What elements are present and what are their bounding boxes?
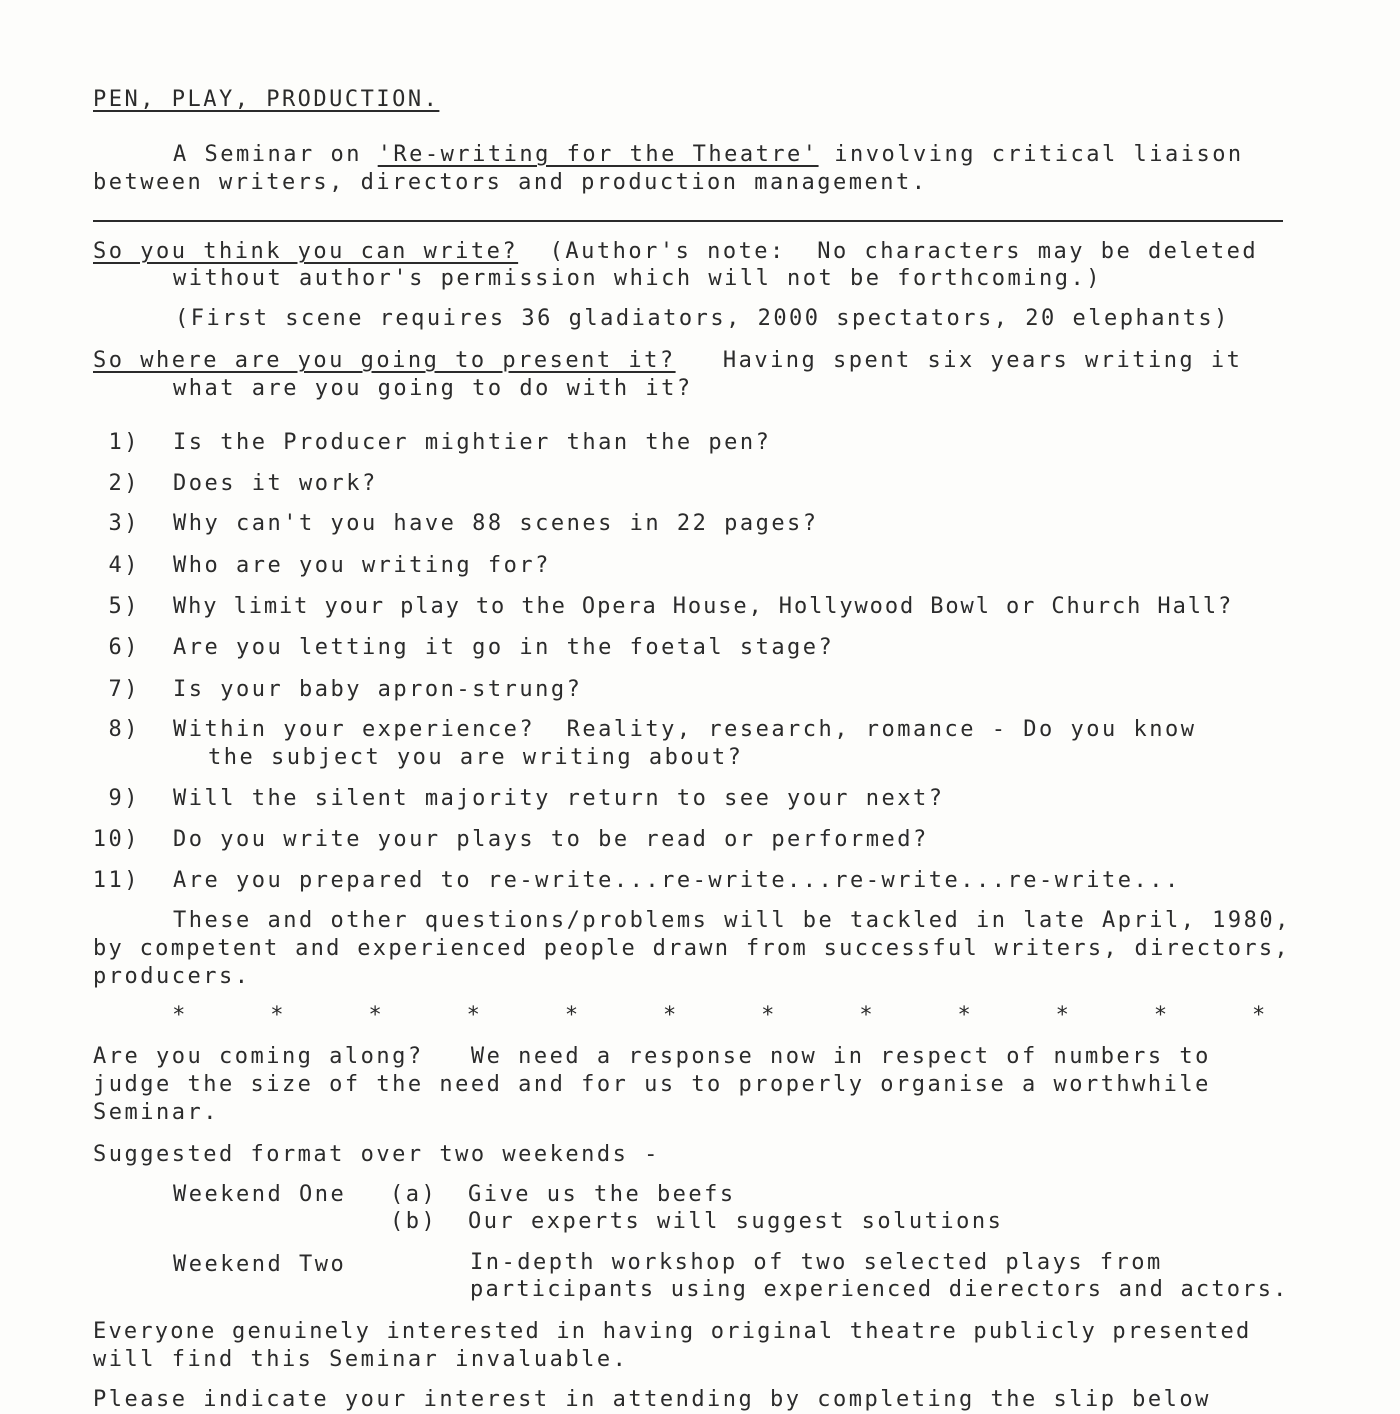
format-intro: Suggested format over two weekends - xyxy=(93,1142,660,1167)
question-text: Will the silent majority return to see your next? xyxy=(173,786,945,811)
question-number: 9) xyxy=(108,786,140,811)
weekend-two-label: Weekend Two xyxy=(173,1252,347,1277)
question-number: 10) xyxy=(92,827,140,852)
question-number: 7) xyxy=(108,677,140,702)
question-number: 4) xyxy=(108,553,140,578)
weekend-one-b-letter: (b) xyxy=(390,1209,438,1234)
tackled-line-3: producers. xyxy=(93,964,251,989)
question-number: 1) xyxy=(108,430,140,455)
question-text: Who are you writing for? xyxy=(173,553,551,578)
present-text-2: what are you going to do with it? xyxy=(173,376,693,401)
coming-line-2: judge the size of the need and for us to properly organise a worthwhile xyxy=(93,1072,1211,1097)
weekend-one-a-letter: (a) xyxy=(390,1182,438,1207)
coming-line-1: Are you coming along? We need a response now in respect of numbers to xyxy=(93,1044,1211,1069)
star-glyph: * xyxy=(564,1003,581,1028)
question-text: Within your experience? Reality, research, romance - Do you know xyxy=(173,717,1197,742)
intro-line-1 xyxy=(173,141,1244,169)
star-glyph: * xyxy=(172,1003,188,1028)
coming-line-3: Seminar. xyxy=(93,1100,219,1125)
question-number: 5) xyxy=(108,594,140,619)
first-scene-note: (First scene requires 36 gladiators, 2000 spectators, 20 elephants) xyxy=(175,306,1230,331)
write-heading-line xyxy=(93,238,1258,266)
star-glyph: * xyxy=(1055,1003,1072,1028)
question-text: Do you write your plays to be read or performed? xyxy=(173,827,929,852)
question-number: 6) xyxy=(108,635,140,660)
question-text: Does it work? xyxy=(173,471,378,496)
question-text: Is the Producer mightier than the pen? xyxy=(173,430,772,455)
intro-prefix: A Seminar on xyxy=(173,142,378,167)
weekend-one-label: Weekend One xyxy=(173,1182,347,1207)
weekend-two-line-1: In-depth workshop of two selected plays from xyxy=(470,1250,1163,1275)
question-number: 2) xyxy=(108,471,140,496)
star-glyph: * xyxy=(368,1003,385,1028)
star-glyph: * xyxy=(1153,1003,1170,1028)
author-note-line-2: without author's permission which will not be forthcoming.) xyxy=(173,266,1102,291)
intro-suffix: involving critical liaison xyxy=(818,142,1244,167)
horizontal-rule xyxy=(93,220,1283,222)
weekend-one-a-text: Give us the beefs xyxy=(468,1182,736,1207)
star-glyph: * xyxy=(761,1003,777,1028)
intro-line-2: between writers, directors and production management. xyxy=(93,170,928,195)
present-text-1: Having spent six years writing it xyxy=(722,348,1243,373)
tackled-line-1: These and other questions/problems will be tackled in late April, 1980, xyxy=(173,908,1291,933)
question-text: Why can't you have 88 scenes in 22 pages? xyxy=(173,511,819,536)
question-number: 3) xyxy=(108,511,140,536)
question-text: Why limit your play to the Opera House, Hollywood Bowl or Church Hall? xyxy=(173,594,1234,619)
document-title: PEN, PLAY, PRODUCTION. xyxy=(93,87,440,112)
question-number: 11) xyxy=(92,868,140,893)
star-glyph: * xyxy=(662,1003,679,1028)
star-glyph: * xyxy=(270,1003,287,1028)
present-heading-line xyxy=(93,347,1242,375)
question-text: Are you letting it go in the foetal stage? xyxy=(173,635,835,660)
closing-line-1: Everyone genuinely interested in having original theatre publicly presented xyxy=(93,1319,1252,1344)
question-text: Is your baby apron-strung? xyxy=(173,677,583,702)
star-glyph: * xyxy=(957,1003,974,1028)
weekend-two-line-2: participants using experienced dierectors and actors. xyxy=(470,1277,1289,1302)
tackled-line-2: by competent and experienced people drawn from successful writers, directors, xyxy=(93,936,1290,961)
star-divider xyxy=(170,1003,1270,1028)
closing-line-3: Please indicate your interest in attending by completing the slip below xyxy=(93,1387,1211,1412)
question-text-continued: the subject you are writing about? xyxy=(208,745,744,770)
question-number: 8) xyxy=(108,717,140,742)
seminar-title-quote: 'Re-writing for the Theatre' xyxy=(377,142,819,167)
closing-line-2: will find this Seminar invaluable. xyxy=(93,1347,629,1372)
weekend-one-b-text: Our experts will suggest solutions xyxy=(468,1209,1004,1234)
author-note-line-1: (Author's note: No characters may be deleted xyxy=(549,239,1259,264)
question-text: Are you prepared to re-write...re-write...re-write...re-write... xyxy=(173,868,1181,893)
write-heading: So you think you can write? xyxy=(93,239,519,264)
star-glyph: * xyxy=(466,1003,483,1028)
present-heading: So where are you going to present it? xyxy=(93,348,676,373)
star-glyph: * xyxy=(859,1003,876,1028)
star-glyph: * xyxy=(1252,1003,1268,1028)
